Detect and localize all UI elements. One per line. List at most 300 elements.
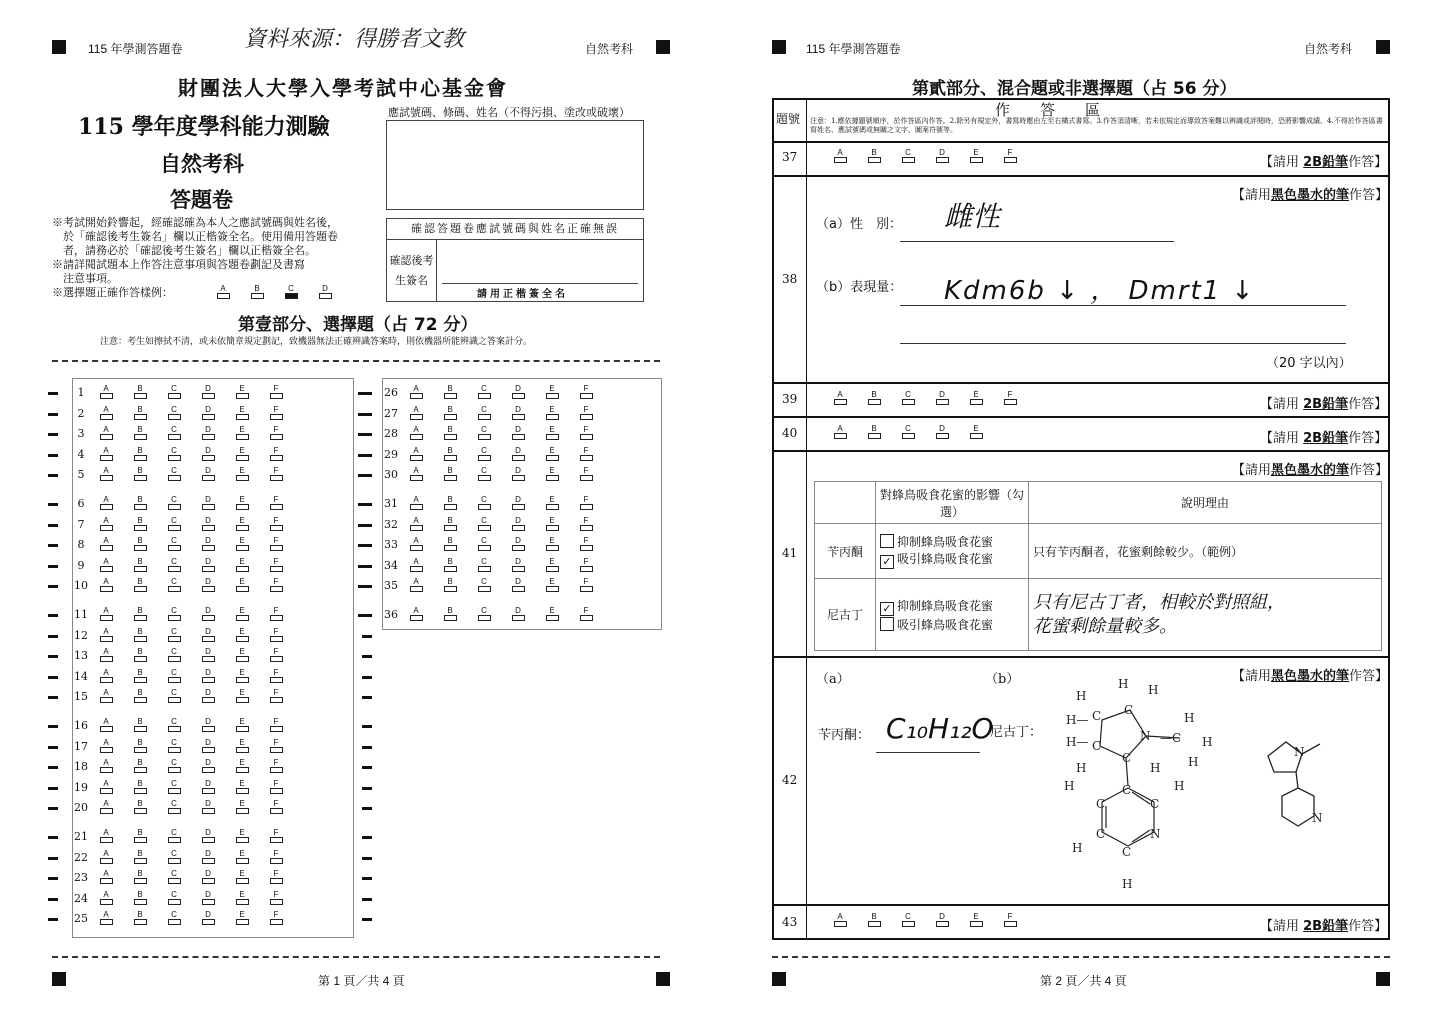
answer-bubble[interactable] (544, 536, 560, 551)
answer-bubble[interactable] (200, 425, 216, 440)
bubble-letter: E (239, 404, 245, 414)
bubble-letter: D (205, 536, 211, 546)
q41-row1-inhibit[interactable] (880, 533, 1024, 550)
q41-row2-inhibit[interactable] (880, 597, 1024, 616)
answer-bubble[interactable] (268, 627, 284, 642)
answer-bubble[interactable] (200, 668, 216, 683)
answer-bubble[interactable] (578, 516, 594, 531)
answer-bubble[interactable] (234, 717, 250, 732)
answer-bubble[interactable] (98, 717, 114, 732)
answer-bubble[interactable] (442, 466, 458, 481)
bubble-letter: E (549, 466, 555, 476)
answer-bubble[interactable] (166, 627, 182, 642)
bubble-letter: E (549, 515, 555, 525)
answer-bubble[interactable] (544, 557, 560, 572)
answer-bubble[interactable] (476, 516, 492, 531)
question-number: 33 (384, 538, 398, 552)
answer-bubble[interactable] (132, 828, 148, 843)
bubble-letter: C (481, 495, 487, 504)
answer-bubble[interactable] (442, 577, 458, 592)
answer-bubble[interactable] (268, 557, 284, 572)
answer-bubble[interactable] (268, 668, 284, 683)
answer-bubble[interactable] (132, 536, 148, 551)
bubble-letter: F (583, 404, 589, 414)
answer-bubble[interactable] (132, 647, 148, 662)
answer-bubble[interactable] (132, 717, 148, 732)
answer-bubble[interactable] (578, 577, 594, 592)
answer-bubble[interactable] (832, 424, 848, 439)
answer-bubble[interactable] (900, 424, 916, 439)
answer-bubble[interactable] (200, 577, 216, 592)
answer-bubble[interactable] (900, 148, 916, 163)
answer-bubble[interactable] (166, 516, 182, 531)
checkbox-icon[interactable] (880, 534, 894, 548)
question-number: 22 (74, 850, 88, 864)
page2-header-left: 115 年學測答題卷 (806, 42, 901, 56)
answer-bubble[interactable] (268, 495, 284, 510)
answer-bubble[interactable] (132, 606, 148, 621)
answer-bubble[interactable] (132, 869, 148, 884)
bubble-letter: D (322, 284, 328, 293)
bubble-letter: C (481, 466, 487, 476)
answer-bubble[interactable] (98, 799, 114, 814)
option-label: 抑制蜂鳥吸食花蜜 (897, 598, 994, 613)
answer-bubble[interactable] (200, 446, 216, 461)
answer-bubble[interactable] (98, 869, 114, 884)
answer-bubble[interactable] (166, 869, 182, 884)
answer-bubble[interactable] (268, 758, 284, 773)
answer-bubble[interactable] (166, 910, 182, 925)
answer-bubble[interactable] (408, 577, 424, 592)
answer-bubble[interactable] (200, 557, 216, 572)
answer-bubble[interactable] (200, 910, 216, 925)
answer-bubble[interactable] (234, 758, 250, 773)
answer-bubble[interactable] (166, 405, 182, 420)
answer-bubble[interactable] (166, 688, 182, 703)
answer-bubble[interactable] (544, 606, 560, 621)
answer-bubble[interactable] (98, 828, 114, 843)
answer-bubble[interactable] (268, 466, 284, 481)
answer-bubble[interactable] (98, 738, 114, 753)
svg-text:N: N (1294, 745, 1305, 759)
answer-bubble[interactable] (866, 424, 882, 439)
sheet-title: 答題卷 (170, 187, 233, 212)
bubble-letter: B (137, 778, 143, 788)
answer-bubble[interactable] (166, 466, 182, 481)
answer-bubble[interactable] (268, 890, 284, 905)
answer-bubble[interactable] (234, 557, 250, 572)
answer-bubble[interactable] (200, 516, 216, 531)
answer-bubble[interactable] (234, 384, 250, 399)
answer-bubble[interactable] (200, 828, 216, 843)
answer-bubble[interactable] (934, 912, 950, 927)
answer-bubble[interactable] (408, 606, 424, 621)
answer-bubble[interactable] (832, 912, 848, 927)
answer-bubble[interactable] (268, 647, 284, 662)
answer-bubble[interactable] (200, 758, 216, 773)
answer-bubble[interactable] (98, 495, 114, 510)
answer-bubble[interactable] (442, 446, 458, 461)
answer-bubble[interactable] (832, 148, 848, 163)
answer-bubble[interactable] (268, 425, 284, 440)
answer-bubble[interactable] (234, 536, 250, 551)
answer-bubble[interactable] (510, 466, 526, 481)
answer-bubble[interactable] (442, 405, 458, 420)
answer-bubble[interactable] (234, 668, 250, 683)
answer-bubble[interactable] (544, 425, 560, 440)
answer-bubble[interactable] (200, 869, 216, 884)
answer-bubble[interactable] (132, 495, 148, 510)
timing-mark (362, 787, 372, 790)
answer-bubble[interactable] (578, 405, 594, 420)
answer-bubble[interactable] (132, 425, 148, 440)
answer-bubble[interactable] (408, 495, 424, 510)
answer-bubble[interactable] (934, 148, 950, 163)
timing-mark (48, 807, 58, 810)
answer-bubble[interactable] (832, 390, 848, 405)
answer-bubble[interactable] (234, 627, 250, 642)
answer-bubble[interactable] (98, 668, 114, 683)
timing-mark (48, 746, 58, 749)
answer-bubble[interactable] (98, 606, 114, 621)
answer-bubble[interactable] (510, 557, 526, 572)
answer-bubble[interactable] (408, 405, 424, 420)
q38a-answer[interactable]: 雌性 (944, 200, 1001, 233)
answer-bubble[interactable] (442, 557, 458, 572)
answer-bubble[interactable] (234, 738, 250, 753)
answer-bubble[interactable] (1002, 912, 1018, 927)
answer-bubble[interactable] (578, 495, 594, 510)
answer-bubble[interactable] (476, 384, 492, 399)
answer-bubble[interactable] (200, 627, 216, 642)
answer-bubble[interactable] (132, 849, 148, 864)
answer-bubble[interactable] (200, 536, 216, 551)
answer-bubble[interactable] (98, 577, 114, 592)
answer-bubble[interactable] (234, 828, 250, 843)
answer-bubble[interactable] (166, 779, 182, 794)
answer-bubble[interactable] (132, 384, 148, 399)
answer-bubble[interactable] (200, 738, 216, 753)
bubble-letter: A (103, 425, 109, 435)
svg-text:C: C (1096, 827, 1106, 841)
answer-bubble[interactable] (268, 779, 284, 794)
answer-bubble[interactable] (268, 799, 284, 814)
answer-bubble[interactable] (268, 606, 284, 621)
answer-bubble[interactable] (578, 606, 594, 621)
answer-bubble[interactable] (510, 606, 526, 621)
answer-bubble[interactable] (268, 738, 284, 753)
answer-bubble[interactable] (268, 405, 284, 420)
answer-bubble[interactable] (968, 390, 984, 405)
answer-bubble[interactable] (578, 384, 594, 399)
answer-bubble[interactable] (166, 799, 182, 814)
answer-bubble[interactable] (166, 557, 182, 572)
answer-bubble[interactable] (200, 606, 216, 621)
answer-bubble[interactable] (578, 425, 594, 440)
bubble-letter: B (137, 848, 143, 858)
answer-bubble[interactable] (132, 557, 148, 572)
answer-bubble[interactable] (200, 799, 216, 814)
answer-bubble[interactable] (578, 557, 594, 572)
answer-bubble[interactable] (544, 446, 560, 461)
answer-bubble[interactable] (510, 425, 526, 440)
q41-row2-reason[interactable] (1029, 579, 1382, 651)
answer-bubble[interactable] (268, 516, 284, 531)
timing-mark (48, 898, 58, 901)
answer-bubble[interactable] (442, 536, 458, 551)
answer-bubble[interactable] (234, 849, 250, 864)
answer-bubble[interactable] (200, 890, 216, 905)
answer-bubble[interactable] (132, 688, 148, 703)
answer-bubble[interactable] (408, 516, 424, 531)
answer-bubble[interactable] (166, 647, 182, 662)
answer-bubble[interactable] (578, 536, 594, 551)
answer-bubble[interactable] (234, 446, 250, 461)
answer-bubble[interactable] (166, 890, 182, 905)
answer-bubble[interactable] (166, 738, 182, 753)
answer-bubble[interactable] (98, 466, 114, 481)
answer-bubble[interactable] (98, 425, 114, 440)
q38b-answer[interactable]: Kdm6b ↓ ， Dmrt1 ↓ (944, 276, 1256, 306)
answer-bubble[interactable] (200, 647, 216, 662)
bubble-letter: A (413, 445, 419, 455)
answer-bubble[interactable] (132, 577, 148, 592)
answer-bubble[interactable] (234, 779, 250, 794)
pencil-post: 作答】 (1348, 431, 1388, 446)
answer-bubble[interactable] (200, 779, 216, 794)
timing-mark (48, 474, 58, 477)
bubble-letter: D (515, 466, 521, 476)
answer-bubble[interactable] (234, 425, 250, 440)
corner-mark (1376, 972, 1390, 986)
answer-bubble[interactable] (200, 405, 216, 420)
answer-bubble[interactable] (476, 536, 492, 551)
pencil-pre: 【請用 (1260, 919, 1304, 934)
answer-bubble[interactable] (98, 688, 114, 703)
answer-bubble[interactable] (98, 779, 114, 794)
answer-bubble[interactable] (200, 466, 216, 481)
answer-bubble[interactable] (968, 424, 984, 439)
answer-bubble[interactable] (98, 557, 114, 572)
answer-bubble[interactable] (200, 495, 216, 510)
answer-bubble[interactable] (98, 516, 114, 531)
answer-bubble[interactable] (476, 495, 492, 510)
answer-bubble[interactable] (234, 495, 250, 510)
answer-bubble[interactable] (132, 627, 148, 642)
bubble-letter: D (205, 626, 211, 636)
answer-bubble[interactable] (442, 495, 458, 510)
answer-bubble[interactable] (166, 606, 182, 621)
corner-mark (772, 40, 786, 54)
answer-bubble[interactable] (98, 405, 114, 420)
answer-bubble[interactable] (442, 516, 458, 531)
timing-mark (362, 503, 372, 506)
answer-bubble[interactable] (1002, 148, 1018, 163)
answer-bubble[interactable] (544, 466, 560, 481)
answer-bubble[interactable] (408, 466, 424, 481)
answer-bubble[interactable] (1002, 390, 1018, 405)
answer-bubble[interactable] (866, 912, 882, 927)
q41-row1-name: 苄丙酮 (815, 524, 876, 579)
answer-bubble[interactable] (476, 577, 492, 592)
bubble-letter: A (103, 758, 109, 768)
bubble-letter: E (239, 556, 245, 566)
answer-bubble[interactable] (234, 869, 250, 884)
answer-bubble[interactable] (268, 577, 284, 592)
answer-bubble[interactable] (98, 758, 114, 773)
answer-bubble[interactable] (132, 738, 148, 753)
answer-bubble[interactable] (166, 758, 182, 773)
bubble-letter: B (137, 889, 143, 899)
answer-bubble[interactable] (200, 849, 216, 864)
answer-bubble[interactable] (578, 446, 594, 461)
answer-bubble[interactable] (98, 627, 114, 642)
answer-bubble[interactable] (268, 910, 284, 925)
answer-bubble[interactable] (98, 446, 114, 461)
answer-bubble[interactable] (234, 688, 250, 703)
answer-bubble[interactable] (98, 536, 114, 551)
answer-bubble[interactable] (166, 717, 182, 732)
answer-bubble[interactable] (268, 536, 284, 551)
answer-bubble[interactable] (200, 384, 216, 399)
answer-bubble[interactable] (268, 446, 284, 461)
bubble-letter: A (103, 445, 109, 455)
answer-bubble[interactable] (476, 425, 492, 440)
timing-mark (48, 503, 58, 506)
answer-bubble[interactable] (578, 466, 594, 481)
bubble-letter: B (871, 148, 877, 157)
q41-row2-attract[interactable] (880, 616, 1024, 633)
bubble-letter: A (103, 737, 109, 747)
answer-bubble[interactable] (900, 912, 916, 927)
answer-bubble[interactable] (934, 390, 950, 405)
answer-bubble[interactable] (98, 849, 114, 864)
answer-bubble[interactable] (968, 148, 984, 163)
answer-bubble[interactable] (234, 577, 250, 592)
answer-bubble[interactable] (544, 384, 560, 399)
question-number: 36 (384, 608, 398, 621)
answer-bubble[interactable] (408, 425, 424, 440)
answer-bubble[interactable] (866, 148, 882, 163)
answer-bubble[interactable] (98, 384, 114, 399)
answer-bubble[interactable] (408, 557, 424, 572)
answer-bubble[interactable] (510, 536, 526, 551)
answer-bubble[interactable] (268, 384, 284, 399)
answer-bubble[interactable] (510, 516, 526, 531)
answer-bubble[interactable] (132, 466, 148, 481)
checkbox-checked-icon[interactable]: ✓ (880, 602, 894, 616)
answer-bubble[interactable] (866, 390, 882, 405)
answer-bubble[interactable] (166, 828, 182, 843)
answer-bubble[interactable] (132, 779, 148, 794)
answer-bubble[interactable] (476, 466, 492, 481)
answer-bubble[interactable] (442, 425, 458, 440)
answer-bubble[interactable] (476, 446, 492, 461)
timing-mark (362, 655, 372, 658)
answer-bubble[interactable] (544, 495, 560, 510)
answer-bubble[interactable] (234, 647, 250, 662)
answer-bubble[interactable] (132, 405, 148, 420)
answer-bubble[interactable] (166, 577, 182, 592)
answer-bubble[interactable] (268, 688, 284, 703)
answer-bubble[interactable] (408, 536, 424, 551)
timing-mark (48, 544, 58, 547)
answer-bubble[interactable] (268, 869, 284, 884)
answer-bubble[interactable] (166, 668, 182, 683)
answer-bubble[interactable] (442, 384, 458, 399)
bubble-letter: A (103, 869, 109, 879)
answer-bubble[interactable] (166, 425, 182, 440)
answer-bubble[interactable] (132, 890, 148, 905)
answer-bubble[interactable] (268, 717, 284, 732)
answer-bubble[interactable] (510, 384, 526, 399)
answer-bubble[interactable] (408, 446, 424, 461)
checkbox-checked-icon[interactable]: ✓ (880, 555, 894, 569)
answer-bubble[interactable] (132, 910, 148, 925)
bubble-letter: F (273, 737, 279, 747)
answer-bubble[interactable] (544, 577, 560, 592)
answer-bubble[interactable] (234, 910, 250, 925)
answer-bubble[interactable] (132, 758, 148, 773)
answer-bubble[interactable] (510, 495, 526, 510)
answer-bubble[interactable] (934, 424, 950, 439)
answer-bubble[interactable] (268, 828, 284, 843)
answer-bubble[interactable] (476, 557, 492, 572)
answer-bubble[interactable] (234, 799, 250, 814)
svg-text:H—: H— (1066, 713, 1089, 727)
answer-bubble[interactable] (166, 495, 182, 510)
answer-bubble[interactable] (98, 910, 114, 925)
answer-bubble[interactable] (200, 688, 216, 703)
answer-bubble[interactable] (132, 516, 148, 531)
answer-bubble[interactable] (968, 912, 984, 927)
checkbox-icon[interactable] (880, 617, 894, 631)
bubble-letter: E (239, 910, 245, 920)
answer-bubble[interactable] (408, 384, 424, 399)
answer-bubble[interactable] (476, 405, 492, 420)
answer-bubble[interactable] (200, 717, 216, 732)
svg-text:H: H (1064, 779, 1075, 793)
answer-bubble[interactable] (510, 446, 526, 461)
answer-bubble[interactable] (510, 577, 526, 592)
answer-bubble[interactable] (234, 405, 250, 420)
answer-bubble[interactable] (544, 405, 560, 420)
answer-bubble[interactable] (98, 647, 114, 662)
answer-bubble[interactable] (166, 446, 182, 461)
answer-bubble[interactable] (166, 849, 182, 864)
answer-bubble[interactable] (234, 606, 250, 621)
answer-bubble[interactable] (132, 668, 148, 683)
q42-formula-answer[interactable]: C₁₀H₁₂O (886, 712, 994, 745)
answer-bubble[interactable] (234, 466, 250, 481)
answer-bubble[interactable] (98, 890, 114, 905)
answer-bubble[interactable] (476, 606, 492, 621)
answer-bubble[interactable] (166, 536, 182, 551)
answer-bubble[interactable] (510, 405, 526, 420)
answer-bubble[interactable] (234, 516, 250, 531)
bubble-letter: D (205, 828, 211, 837)
answer-bubble[interactable] (268, 849, 284, 864)
answer-bubble[interactable] (442, 606, 458, 621)
answer-bubble[interactable] (544, 516, 560, 531)
q41-row1-attract[interactable] (880, 550, 1024, 569)
bubble-letter: C (171, 495, 177, 504)
answer-bubble[interactable] (132, 446, 148, 461)
answer-bubble[interactable] (900, 390, 916, 405)
answer-bubble[interactable] (166, 384, 182, 399)
answer-bubble[interactable] (132, 799, 148, 814)
answer-bubble[interactable] (234, 890, 250, 905)
